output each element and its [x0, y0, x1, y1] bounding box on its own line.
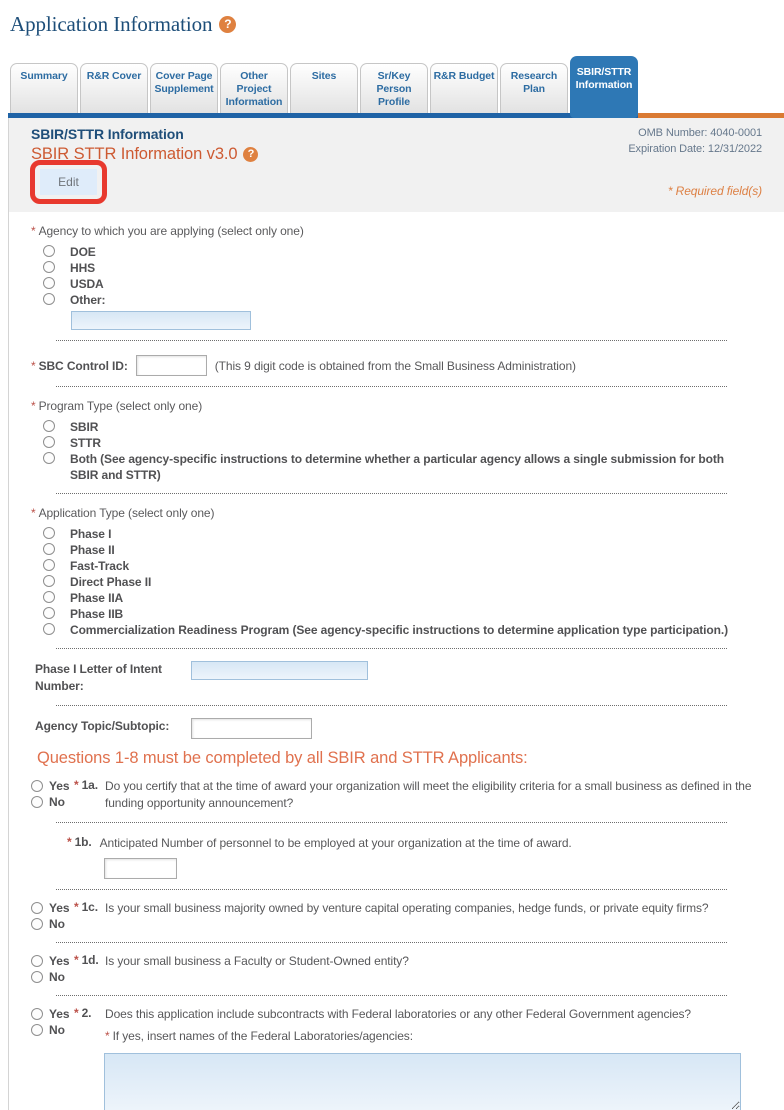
question-2 [31, 1006, 762, 1045]
q2-text: Does this application include subcontracts with Federal laboratories or any other Federal Government agencies? [105, 1007, 691, 1021]
q1d-radio-yes[interactable] [31, 955, 43, 967]
radio-crp-label: Commercialization Readiness Program (See agency-specific instructions to determine application type participation.) [70, 623, 728, 637]
tab-cover-page-supplement[interactable]: Cover Page Supplement [150, 63, 218, 113]
help-icon[interactable]: ? [243, 147, 258, 162]
q1c-radio-no[interactable] [31, 918, 43, 930]
radio-fast-track-label: Fast-Track [70, 559, 130, 573]
tab-underline-blue [8, 113, 638, 118]
radio-fast-track[interactable] [43, 559, 55, 571]
q1d-no-label: No [49, 970, 65, 984]
omb-block [628, 125, 762, 157]
section-divider [56, 493, 727, 494]
tab-other-project-information[interactable]: Other Project Information [220, 63, 288, 113]
required-asterisk: * [31, 358, 36, 373]
q1c-yes-label: Yes [49, 901, 70, 915]
edit-highlight-annotation [30, 160, 107, 204]
radio-direct-phase2[interactable] [43, 575, 55, 587]
radio-row-phase2 [43, 542, 762, 558]
radio-phase2-label: Phase II [70, 543, 115, 557]
radio-sbir[interactable] [43, 420, 55, 432]
section-divider [56, 705, 727, 706]
section-divider [56, 942, 727, 943]
loi-number-input[interactable] [191, 661, 368, 680]
q1d-yes-no [31, 953, 74, 985]
radio-row-phase2a [43, 590, 762, 606]
q2-radio-yes[interactable] [31, 1008, 43, 1020]
edit-button[interactable]: Edit [40, 169, 97, 195]
radio-row-other [43, 292, 762, 308]
q1a-no-label: No [49, 795, 65, 809]
radio-usda-label: USDA [70, 277, 104, 291]
panel-header [9, 118, 784, 212]
q1a-yes-label: Yes [49, 779, 70, 793]
q1c-text: Is your small business majority owned by venture capital operating companies, hedge funds, or private equity firms? [105, 901, 709, 915]
expiration-date: Expiration Date: 12/31/2022 [628, 143, 762, 155]
radio-doe[interactable] [43, 245, 55, 257]
topic-label: Agency Topic/Subtopic: [35, 719, 170, 733]
radio-row-hhs [43, 260, 762, 276]
tab-summary[interactable]: Summary [10, 63, 78, 113]
q2-no-label: No [49, 1023, 65, 1037]
help-icon[interactable]: ? [219, 16, 236, 33]
radio-phase2b[interactable] [43, 607, 55, 619]
q1d-yes-label: Yes [49, 954, 70, 968]
q1d-number: * 1d. [74, 953, 99, 967]
radio-row-sttr [43, 435, 762, 451]
omb-number: OMB Number: 4040-0001 [638, 127, 762, 139]
q1a-number: * 1a. [74, 778, 98, 792]
question-1d [31, 953, 762, 985]
tab-underline-orange [638, 113, 784, 118]
radio-hhs-label: HHS [70, 261, 96, 275]
section-divider [56, 889, 727, 890]
page-header [0, 0, 784, 37]
application-type-label: * Application Type (select only one) [31, 506, 215, 520]
questions-heading: Questions 1-8 must be completed by all SBIR and STTR Applicants: [37, 749, 528, 767]
program-type-label: * Program Type (select only one) [31, 399, 203, 413]
tab-sr-key-person-profile[interactable]: Sr/Key Person Profile [360, 63, 428, 113]
q1a-yes-no [31, 778, 74, 812]
q1b-personnel-input[interactable] [104, 858, 177, 879]
q1c-radio-yes[interactable] [31, 902, 43, 914]
section-divider [56, 340, 727, 341]
q1d-no-row [31, 969, 74, 985]
q2-number: * 2. [74, 1006, 92, 1020]
tab-bar [10, 55, 784, 113]
radio-phase2[interactable] [43, 543, 55, 555]
radio-both[interactable] [43, 452, 55, 464]
radio-sttr-label: STTR [70, 436, 101, 450]
required-asterisk: * [31, 506, 36, 520]
q1c-no-row [31, 916, 74, 932]
required-fields-note: * Required field(s) [667, 184, 762, 198]
q1c-yes-row [31, 900, 74, 916]
radio-doe-label: DOE [70, 245, 96, 259]
tab-sites[interactable]: Sites [290, 63, 358, 113]
loi-label: Phase I Letter of Intent Number: [35, 662, 162, 693]
q1a-radio-no[interactable] [31, 796, 43, 808]
sbc-control-id-hint: (This 9 digit code is obtained from the Small Business Administration) [214, 358, 576, 373]
form-panel [8, 118, 784, 1110]
tab-rr-budget[interactable]: R&R Budget [430, 63, 498, 113]
required-asterisk: * [31, 399, 36, 413]
radio-sttr[interactable] [43, 436, 55, 448]
radio-row-fast-track [43, 558, 762, 574]
section-divider [56, 822, 727, 823]
radio-sbir-label: SBIR [70, 420, 99, 434]
q1a-text: Do you certify that at the time of award your organization will meet the eligibility criteria for a small business as defined in the funding opportunity announcement? [105, 779, 752, 810]
q2-federal-labs-textarea[interactable] [104, 1053, 741, 1110]
q1b-text: Anticipated Number of personnel to be employed at your organization at the time of award. [99, 836, 572, 850]
tab-rr-cover[interactable]: R&R Cover [80, 63, 148, 113]
required-asterisk: * [31, 224, 36, 238]
q1c-number: * 1c. [74, 900, 98, 914]
radio-row-direct-phase2 [43, 574, 762, 590]
q1d-text: Is your small business a Faculty or Student-Owned entity? [105, 954, 409, 968]
radio-phase1[interactable] [43, 527, 55, 539]
radio-row-phase2b [43, 606, 762, 622]
q2-yes-no [31, 1006, 74, 1045]
radio-row-crp [43, 622, 762, 638]
q2-radio-no[interactable] [31, 1024, 43, 1036]
radio-row-phase1 [43, 526, 762, 542]
section-divider [56, 648, 727, 649]
radio-phase2b-label: Phase IIB [70, 607, 124, 621]
radio-both-label: Both (See agency-specific instructions to determine whether a particular agency allows a single submission for both SBIR and STTR) [70, 452, 724, 482]
topic-input[interactable] [191, 718, 312, 739]
q1c-yes-no [31, 900, 74, 932]
radio-phase1-label: Phase I [70, 527, 112, 541]
radio-crp[interactable] [43, 623, 55, 635]
q1d-radio-no[interactable] [31, 971, 43, 983]
question-1c [31, 900, 762, 932]
q2-yes-label: Yes [49, 1007, 70, 1021]
tab-sbir-sttr-information[interactable]: SBIR/STTR Information [570, 56, 638, 118]
section-divider [56, 386, 727, 387]
q1a-yes-row [31, 778, 74, 794]
sbc-control-id-input[interactable] [136, 355, 207, 376]
other-agency-input[interactable] [71, 311, 251, 330]
q2-no-row [31, 1022, 74, 1038]
q1b-number: * 1b. [67, 835, 92, 849]
section-title: SBIR/STTR Information [31, 126, 184, 142]
radio-phase2a[interactable] [43, 591, 55, 603]
tab-underline [8, 113, 784, 118]
q2-content [105, 1006, 762, 1045]
agency-label: * Agency to which you are applying (select only one) [31, 224, 304, 238]
q2-yes-row [31, 1006, 74, 1022]
q2-followup-label: * If yes, insert names of the Federal Laboratories/agencies: [105, 1029, 413, 1043]
q1a-radio-yes[interactable] [31, 780, 43, 792]
question-1b [67, 835, 762, 852]
sbc-control-id-label: SBC Control ID: [38, 358, 128, 373]
q1c-no-label: No [49, 917, 65, 931]
radio-phase2a-label: Phase IIA [70, 591, 124, 605]
radio-row-usda [43, 276, 762, 292]
form-title: SBIR STTR Information v3.0 [31, 145, 238, 163]
tab-research-plan[interactable]: Research Plan [500, 63, 568, 113]
radio-other-label: Other: [70, 293, 106, 307]
q1a-no-row [31, 794, 74, 810]
radio-row-sbir [43, 419, 762, 435]
q1d-yes-row [31, 953, 74, 969]
radio-usda[interactable] [43, 277, 55, 289]
radio-direct-phase2-label: Direct Phase II [70, 575, 152, 589]
section-divider [56, 995, 727, 996]
sbc-control-id-row [31, 355, 762, 376]
loi-row [31, 661, 762, 695]
topic-row [31, 718, 762, 739]
radio-other[interactable] [43, 293, 55, 305]
radio-row-both [43, 451, 762, 483]
radio-row-doe [43, 244, 762, 260]
question-1a [31, 778, 762, 812]
form-body [9, 224, 784, 1110]
page-title: Application Information [10, 12, 213, 36]
radio-hhs[interactable] [43, 261, 55, 273]
